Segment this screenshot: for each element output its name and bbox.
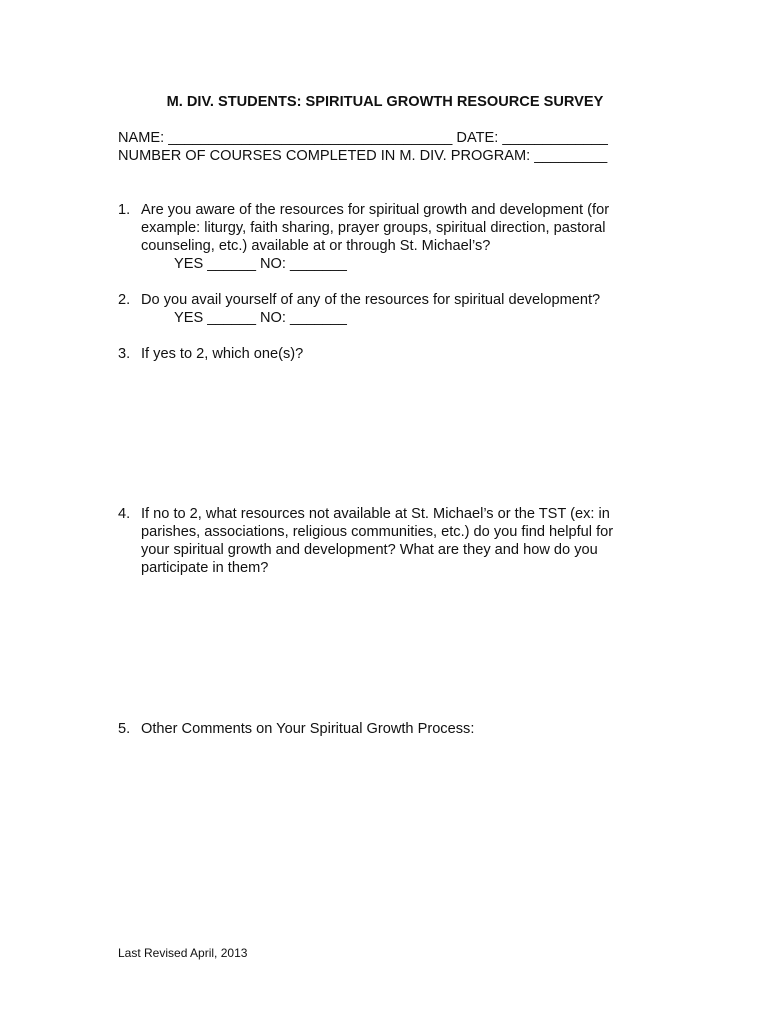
question-number: 4. <box>118 506 131 522</box>
question-text-line: If yes to 2, which one(s)? <box>141 346 304 362</box>
question-number: 2. <box>118 292 131 308</box>
question-text-line: participate in them? <box>141 560 269 576</box>
document-title: M. DIV. STUDENTS: SPIRITUAL GROWTH RESOURCE SURVEY <box>166 94 604 110</box>
question-4 <box>118 505 648 577</box>
question-text-line: Are you aware of the resources for spiritual growth and development (for <box>141 202 610 218</box>
question-text-line: If no to 2, what resources not available at St. Michael’s or the TST (ex: in <box>141 506 610 522</box>
question-1 <box>118 201 648 273</box>
yes-no-answer-line: YES ______ NO: _______ <box>174 310 347 326</box>
question-number: 5. <box>118 721 131 737</box>
question-text-line: example: liturgy, faith sharing, prayer groups, spiritual direction, pastoral <box>141 220 606 236</box>
question-2 <box>118 291 648 327</box>
question-3 <box>118 345 648 363</box>
question-text-line: parishes, associations, religious communities, etc.) do you find helpful for <box>141 524 614 540</box>
question-number: 3. <box>118 346 131 362</box>
yes-no-answer-line: YES ______ NO: _______ <box>174 256 347 272</box>
question-text-line: counseling, etc.) available at or through St. Michael’s? <box>141 238 491 254</box>
courses-completed-line: NUMBER OF COURSES COMPLETED IN M. DIV. PROGRAM: _________ <box>118 148 608 164</box>
question-text-line: Other Comments on Your Spiritual Growth Process: <box>141 721 475 737</box>
name-date-line: NAME: ___________________________________ DATE: _____________ <box>118 130 608 146</box>
question-text-line: Do you avail yourself of any of the resources for spiritual development? <box>141 292 601 308</box>
question-text-line: your spiritual growth and development? What are they and how do you <box>141 542 598 558</box>
question-number: 1. <box>118 202 131 218</box>
revision-footer: Last Revised April, 2013 <box>118 946 248 960</box>
question-5 <box>118 720 648 738</box>
